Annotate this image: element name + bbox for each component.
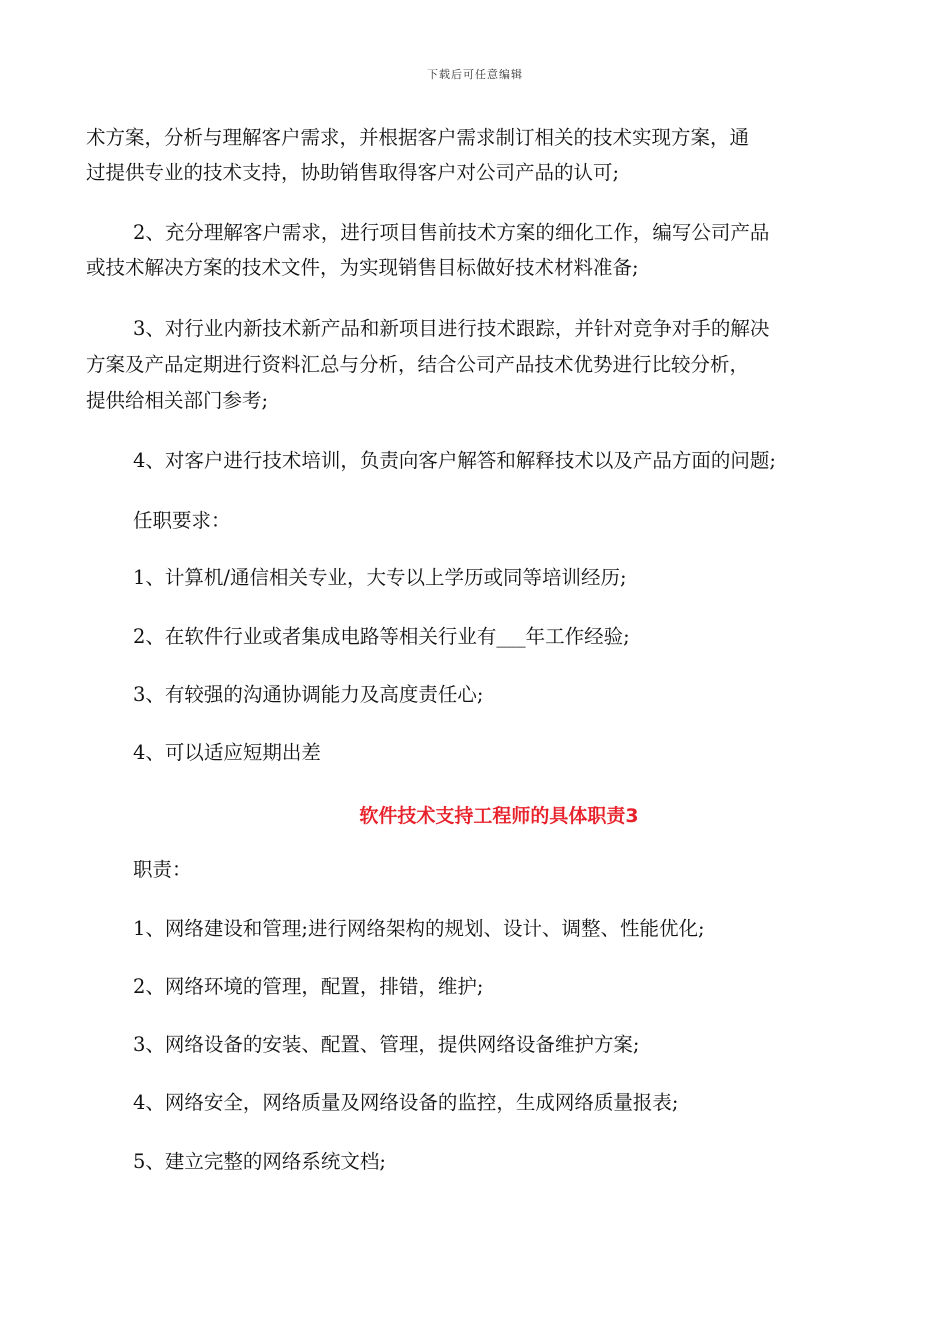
section-heading: 软件技术支持工程师的具体职责3 — [359, 805, 639, 827]
duty-item: 5、建立完整的网络系统文档; — [133, 1150, 386, 1173]
duty-item: 1、网络建设和管理;进行网络架构的规划、设计、调整、性能优化; — [133, 917, 705, 940]
paragraph-line: 过提供专业的技术支持，协助销售取得客户对公司产品的认可; — [86, 161, 620, 184]
requirements-title: 任职要求： — [133, 509, 231, 532]
duty-item: 2、网络环境的管理，配置，排错，维护; — [133, 975, 484, 998]
requirement-item: 3、有较强的沟通协调能力及高度责任心; — [133, 683, 484, 706]
duty-title: 职责： — [133, 858, 192, 881]
paragraph-line: 术方案，分析与理解客户需求，并根据客户需求制订相关的技术实现方案，通 — [86, 126, 750, 149]
requirement-item: 1、计算机/通信相关专业，大专以上学历或同等培训经历; — [133, 566, 627, 589]
requirement-item: 4、可以适应短期出差 — [133, 741, 321, 764]
paragraph-line: 方案及产品定期进行资料汇总与分析，结合公司产品技术优势进行比较分析， — [86, 353, 750, 376]
page-header: 下载后可任意编辑 — [427, 68, 523, 81]
paragraph-line: 或技术解决方案的技术文件，为实现销售目标做好技术材料准备; — [86, 256, 639, 279]
paragraph-line: 2、充分理解客户需求，进行项目售前技术方案的细化工作，编写公司产品 — [133, 221, 770, 244]
paragraph-line: 3、对行业内新技术新产品和新项目进行技术跟踪，并针对竞争对手的解决 — [133, 317, 770, 340]
requirement-item: 2、在软件行业或者集成电路等相关行业有___年工作经验; — [133, 625, 630, 648]
duty-item: 3、网络设备的安装、配置、管理，提供网络设备维护方案; — [133, 1033, 640, 1056]
paragraph-line: 提供给相关部门参考; — [86, 389, 269, 412]
duty-item: 4、网络安全，网络质量及网络设备的监控，生成网络质量报表; — [133, 1091, 679, 1114]
paragraph-line: 4、对客户进行技术培训，负责向客户解答和解释技术以及产品方面的问题; — [133, 449, 776, 472]
